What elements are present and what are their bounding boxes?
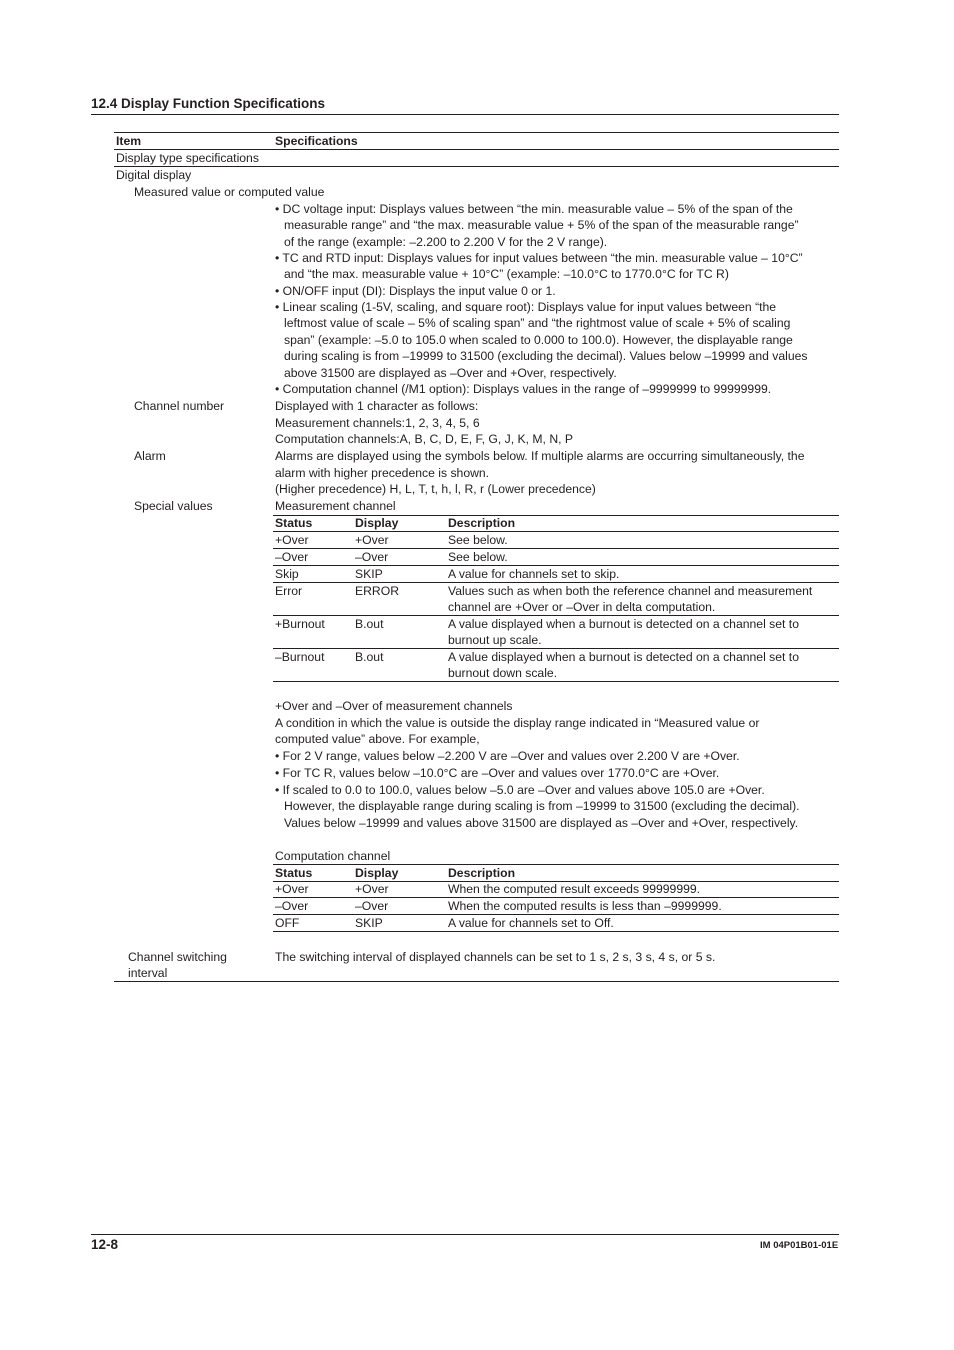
table-row-rule	[273, 681, 839, 682]
title-rule	[91, 114, 839, 115]
spec-line: Values below –19999 and values above 31500 are displayed as –Over and +Over, respectively.	[284, 815, 799, 830]
row-channel-switching: Channel switching	[128, 950, 227, 964]
status-cell: Skip	[275, 567, 299, 581]
row-channel-number: Channel number	[134, 399, 225, 413]
description-cell: burnout up scale.	[448, 633, 542, 647]
spec-line: Displayed with 1 character as follows:	[275, 399, 479, 413]
spec-line: However, the displayable range during scaling is from –19999 to 31500 (excluding the decimal).	[284, 799, 800, 814]
column-header-item: Item	[116, 134, 142, 148]
display-cell: –Over	[355, 550, 389, 564]
status-cell: –Over	[275, 550, 309, 564]
channel-switching-spec: The switching interval of displayed channels can be set to 1 s, 2 s, 3 s, 4 s, or 5 s.	[275, 950, 716, 964]
display-cell: ERROR	[355, 584, 400, 598]
spec-line: span” (example: –5.0 to 105.0 when scaled to 0.000 to 100.0). However, the displayable range	[284, 332, 793, 347]
description-cell: See below.	[448, 550, 508, 564]
display-cell: B.out	[355, 650, 384, 664]
status-cell: +Burnout	[275, 617, 325, 631]
spec-line: • If scaled to 0.0 to 100.0, values below –5.0 are –Over and values above 105.0 are +Over.	[275, 782, 765, 797]
spec-line: • Linear scaling (1-5V, scaling, and square root): Displays value for input values between “the	[275, 300, 777, 315]
spec-line: (Higher precedence) H, L, T, t, h, l, R, r (Lower precedence)	[275, 482, 596, 496]
row-special-values: Special values	[134, 499, 213, 513]
spec-line: • For 2 V range, values below –2.200 V are –Over and values over 2.200 V are +Over.	[275, 749, 740, 764]
footer-rule	[91, 1234, 839, 1235]
comp-header-status: Status	[275, 866, 313, 880]
spec-line: computed value” above. For example,	[275, 732, 480, 747]
spec-line: Alarms are displayed using the symbols below. If multiple alarms are occurring simultaneously, the	[275, 449, 805, 463]
spec-line: above 31500 are displayed as –Over and +Over, respectively.	[284, 365, 617, 380]
display-cell: SKIP	[355, 567, 383, 581]
measurement-channel-label: Measurement channel	[275, 499, 396, 513]
row-measured-value: Measured value or computed value	[134, 185, 325, 199]
row-channel-switching-cont: interval	[128, 966, 168, 980]
sub-header-description: Description	[448, 516, 516, 530]
column-header-spec: Specifications	[275, 134, 358, 148]
display-cell: SKIP	[355, 916, 383, 930]
description-cell: Values such as when both the reference channel and measurement	[448, 584, 813, 598]
display-cell: B.out	[355, 617, 384, 631]
status-cell: –Over	[275, 899, 309, 913]
row-alarm: Alarm	[134, 449, 166, 463]
spec-line: Computation channels:A, B, C, D, E, F, G, J, K, M, N, P	[275, 432, 574, 447]
description-cell: A value displayed when a burnout is detected on a channel set to	[448, 650, 799, 664]
comp-header-display: Display	[355, 866, 399, 880]
comp-header-description: Description	[448, 866, 516, 880]
spec-line: and “the max. measurable value + 10°C” (example: –10.0°C to 1770.0°C for TC R)	[284, 267, 729, 282]
spec-line: leftmost value of scale – 5% of scaling span” and “the rightmost value of scale + 5% of scaling	[284, 316, 791, 331]
sub-header-display: Display	[355, 516, 399, 530]
description-cell: A value for channels set to skip.	[448, 567, 620, 581]
status-cell: OFF	[275, 916, 300, 930]
row-display-type: Display type specifications	[116, 151, 259, 165]
table-row-rule	[273, 931, 839, 932]
description-cell: When the computed results is less than –9999999.	[448, 899, 722, 913]
computation-channel-label: Computation channel	[275, 849, 391, 863]
description-cell: A value for channels set to Off.	[448, 916, 614, 930]
spec-line: during scaling is from –19999 to 31500 (excluding the decimal). Values below –19999 and values	[284, 349, 808, 364]
spec-line: • ON/OFF input (DI): Displays the input value 0 or 1.	[275, 283, 556, 298]
display-cell: +Over	[355, 882, 389, 896]
description-cell: A value displayed when a burnout is detected on a channel set to	[448, 617, 799, 631]
row-digital-display: Digital display	[116, 168, 192, 182]
display-cell: +Over	[355, 533, 389, 547]
description-cell: burnout down scale.	[448, 666, 558, 680]
document-id: IM 04P01B01-01E	[760, 1240, 839, 1251]
page-number: 12-8	[91, 1237, 119, 1252]
status-cell: –Burnout	[275, 650, 325, 664]
sub-header-status: Status	[275, 516, 313, 530]
spec-line: A condition in which the value is outside the display range indicated in “Measured value or	[275, 715, 760, 730]
spec-line: • Computation channel (/M1 option): Displays values in the range of –9999999 to 99999999.	[275, 381, 772, 396]
table-bottom-rule	[114, 981, 839, 982]
row-rule	[114, 166, 839, 167]
status-cell: +Over	[275, 882, 309, 896]
spec-line: • TC and RTD input: Displays values for input values between “the min. measurable value – 10°C”	[275, 251, 803, 266]
description-cell: When the computed result exceeds 99999999.	[448, 882, 701, 896]
section-title: 12.4 Display Function Specifications	[91, 96, 326, 111]
spec-line: • For TC R, values below –10.0°C are –Over and values over 1770.0°C are +Over.	[275, 765, 720, 780]
status-cell: Error	[275, 584, 303, 598]
description-cell: See below.	[448, 533, 508, 547]
table-top-rule	[114, 132, 839, 133]
spec-line: alarm with higher precedence is shown.	[275, 465, 490, 480]
spec-line: • DC voltage input: Displays values between “the min. measurable value – 5% of the span of the	[275, 202, 793, 216]
spec-line: Measurement channels:1, 2, 3, 4, 5, 6	[275, 415, 480, 430]
display-cell: –Over	[355, 899, 389, 913]
spec-line: +Over and –Over of measurement channels	[275, 699, 513, 713]
description-cell: channel are +Over or –Over in delta computation.	[448, 600, 716, 614]
status-cell: +Over	[275, 533, 309, 547]
spec-line: measurable range” and “the max. measurable value + 5% of the span of the measurable range”	[284, 218, 799, 233]
spec-line: of the range (example: –2.200 to 2.200 V for the 2 V range).	[284, 234, 608, 249]
